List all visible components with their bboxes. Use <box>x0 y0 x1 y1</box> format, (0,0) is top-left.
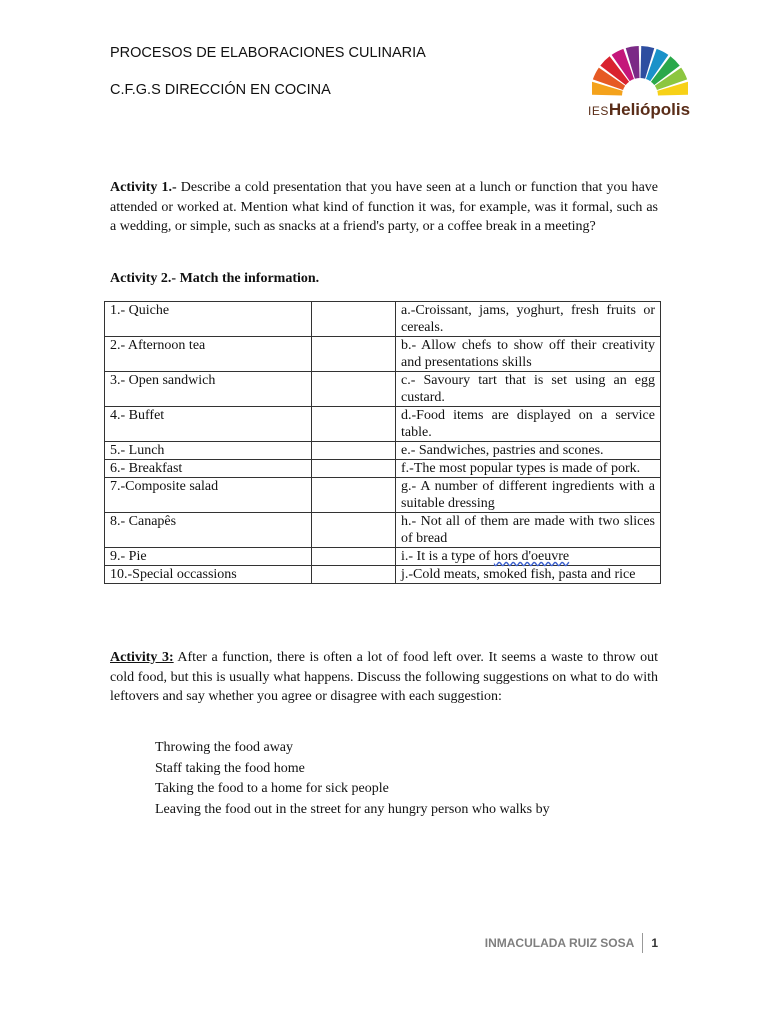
term-cell: 4.- Buffet <box>105 407 312 442</box>
term-cell: 7.-Composite salad <box>105 478 312 513</box>
term-cell: 1.- Quiche <box>105 302 312 337</box>
activity-1-label: Activity 1.- <box>110 180 177 195</box>
definition-text: i.- It is a type of <box>401 549 494 564</box>
activity-1-text: Describe a cold presentation that you have seen at a lunch or function that you have attended or worked at. Mention what kind of function it was, for example, was it formal, such as a wedding, or simple, such as snacks at a friend's party, or a coffee break in a meeting? <box>110 180 659 234</box>
activity-3-label: Activity 3: <box>110 650 174 665</box>
footer-divider <box>642 933 643 953</box>
definition-cell: b.- Allow chefs to show off their creativity and presentations skills <box>396 337 661 372</box>
table-row <box>105 337 661 372</box>
answer-cell[interactable] <box>312 442 396 460</box>
table-row <box>105 478 661 513</box>
definition-cell: g.- A number of different ingredients with a suitable dressing <box>396 478 661 513</box>
definition-cell: e.- Sandwiches, pastries and scones. <box>396 442 661 460</box>
activity-2-heading: Activity 2.- Match the information. <box>110 271 320 286</box>
term-cell: 5.- Lunch <box>105 442 312 460</box>
answer-cell[interactable] <box>312 566 396 584</box>
table-row <box>105 407 661 442</box>
table-row <box>105 372 661 407</box>
answer-cell[interactable] <box>312 337 396 372</box>
logo-name: Heliópolis <box>608 100 691 119</box>
definition-cell: j.-Cold meats, smoked fish, pasta and rice <box>396 566 661 584</box>
page-number: 1 <box>651 936 658 950</box>
spellcheck-underlined-text: hors d'oeuvre <box>493 549 570 564</box>
answer-cell[interactable] <box>312 460 396 478</box>
logo-text <box>588 100 690 120</box>
footer-author: INMACULADA RUIZ SOSA <box>484 936 635 950</box>
header-title: PROCESOS DE ELABORACIONES CULINARIA <box>110 45 426 61</box>
answer-cell[interactable] <box>312 513 396 548</box>
answer-cell[interactable] <box>312 372 396 407</box>
definition-cell: a.-Croissant, jams, yoghurt, fresh fruits or cereals. <box>396 302 661 337</box>
answer-cell[interactable] <box>312 302 396 337</box>
list-item: Leaving the food out in the street for any hungry person who walks by <box>155 801 550 817</box>
term-cell: 9.- Pie <box>105 548 312 566</box>
definition-cell <box>396 548 661 566</box>
suggestion-list <box>155 738 550 820</box>
list-item: Taking the food to a home for sick people <box>155 781 389 796</box>
term-cell: 10.-Special occassions <box>105 566 312 584</box>
logo-prefix: IES <box>588 104 609 118</box>
table-row <box>105 302 661 337</box>
term-cell: 3.- Open sandwich <box>105 372 312 407</box>
definition-cell: h.- Not all of them are made with two slices of bread <box>396 513 661 548</box>
term-cell: 6.- Breakfast <box>105 460 312 478</box>
list-item: Throwing the food away <box>155 740 294 755</box>
definition-cell: d.-Food items are displayed on a service table. <box>396 407 661 442</box>
list-item: Staff taking the food home <box>155 760 305 776</box>
page-footer <box>485 933 658 953</box>
answer-cell[interactable] <box>312 407 396 442</box>
definition-cell: f.-The most popular types is made of pork. <box>396 460 661 478</box>
header-subtitle: C.F.G.S DIRECCIÓN EN COCINA <box>110 82 331 98</box>
matching-table <box>104 301 661 584</box>
term-cell: 8.- Canapês <box>105 513 312 548</box>
table-row <box>105 548 661 566</box>
table-row <box>105 513 661 548</box>
activity-3 <box>110 648 658 707</box>
sunburst-icon <box>592 40 688 98</box>
activity-1 <box>110 178 658 237</box>
term-cell: 2.- Afternoon tea <box>105 337 312 372</box>
answer-cell[interactable] <box>312 478 396 513</box>
answer-cell[interactable] <box>312 548 396 566</box>
definition-cell: c.- Savoury tart that is set using an egg custard. <box>396 372 661 407</box>
activity-3-text: After a function, there is often a lot of food left over. It seems a waste to throw out cold food, but this is usually what happens. Discuss the following suggestions on what to do with leftovers and say whether you agree or disagree with each suggestion: <box>110 650 659 704</box>
ies-heliopolis-logo <box>588 40 698 130</box>
table-row <box>105 442 661 460</box>
table-row <box>105 460 661 478</box>
table-row <box>105 566 661 584</box>
